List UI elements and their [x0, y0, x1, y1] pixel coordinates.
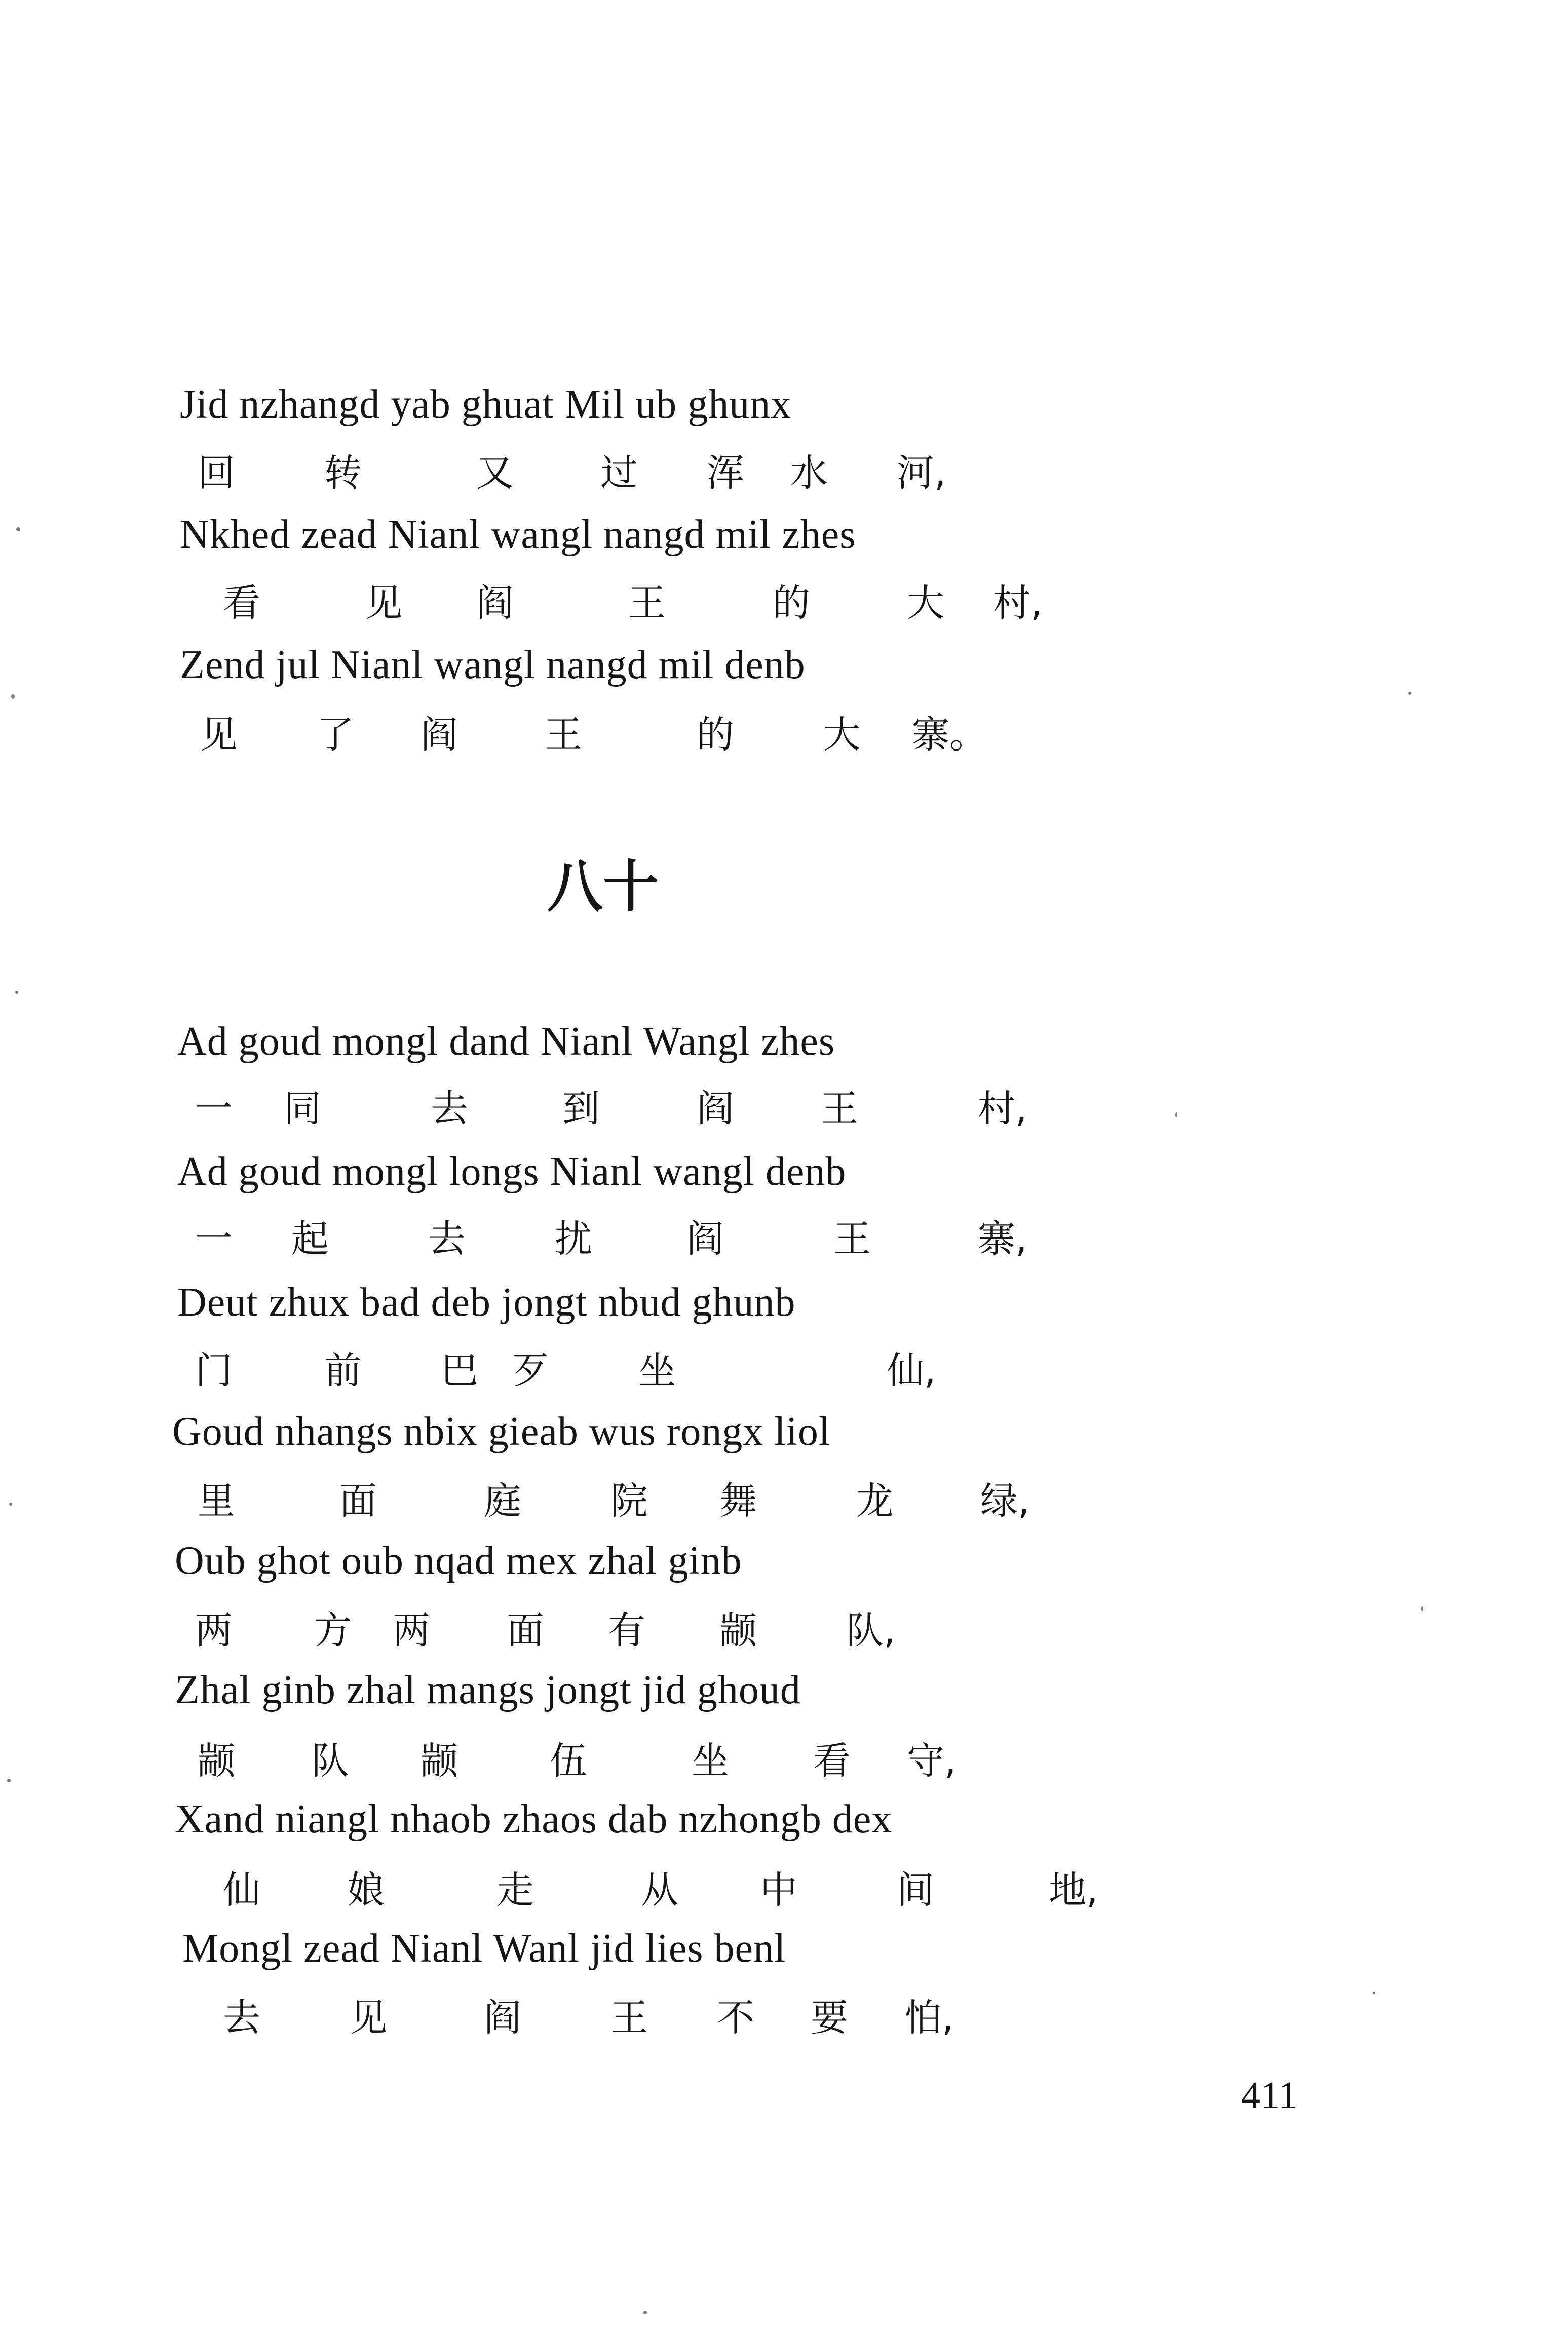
chinese-char: 见	[350, 1996, 387, 2040]
chinese-char: 过	[600, 451, 638, 495]
chinese-char: 庭	[484, 1479, 521, 1523]
page-number: 411	[1241, 2074, 1298, 2117]
chinese-char: 坐	[692, 1739, 729, 1783]
chinese-char: 转	[324, 451, 362, 495]
chinese-char: 同	[284, 1087, 321, 1131]
chinese-char: 有	[608, 1609, 645, 1653]
chinese-char: 面	[339, 1479, 377, 1523]
chinese-char: 间	[897, 1868, 934, 1912]
chinese-char: 看	[223, 581, 260, 625]
chinese-char: 河,	[897, 451, 946, 495]
chinese-char: 王	[833, 1217, 871, 1261]
chinese-char: 去	[428, 1217, 466, 1261]
chinese-char: 阎	[476, 581, 514, 625]
chinese-char: 大	[907, 581, 944, 625]
chinese-char: 里	[198, 1479, 235, 1523]
scan-speck	[11, 694, 15, 699]
chinese-char: 方	[314, 1609, 352, 1653]
verse-line-chinese	[0, 1993, 1013, 2043]
verse-line-latin: Zend jul Nianl wangl nangd mil denb	[180, 643, 806, 687]
chinese-char: 王	[821, 1087, 858, 1131]
chinese-char: 寨。	[912, 713, 987, 757]
chinese-char: 仙,	[887, 1349, 936, 1393]
chinese-char: 阎	[420, 713, 458, 757]
scan-speck	[1373, 1992, 1375, 1994]
chinese-char: 扰	[555, 1217, 592, 1261]
chinese-char: 巴	[441, 1349, 478, 1393]
chinese-char: 守,	[907, 1739, 957, 1783]
chinese-char: 两	[195, 1609, 233, 1653]
chinese-char: 一	[195, 1087, 233, 1131]
chinese-char: 娘	[347, 1868, 385, 1912]
chinese-char: 的	[697, 713, 734, 757]
section-heading: 八十	[547, 854, 659, 919]
scan-speck	[1421, 1606, 1423, 1611]
verse-line-latin: Jid nzhangd yab ghuat Mil ub ghunx	[180, 382, 792, 427]
chinese-char: 舞	[719, 1479, 757, 1523]
chinese-char: 寨,	[978, 1217, 1027, 1261]
chinese-char: 见	[200, 713, 238, 757]
chinese-char: 浑	[707, 451, 744, 495]
scan-speck	[9, 1503, 12, 1506]
scan-speck	[1408, 692, 1411, 695]
verse-line-latin: Oub ghot oub nqad mex zhal ginb	[175, 1539, 742, 1583]
scan-speck	[7, 1779, 11, 1782]
chinese-char: 大	[823, 713, 861, 757]
scan-speck	[16, 527, 20, 531]
verse-line-latin: Xand niangl nhaob zhaos dab nzhongb dex	[175, 1797, 893, 1842]
verse-line-chinese	[0, 1476, 1030, 1526]
chinese-char: 去	[223, 1996, 260, 2040]
chinese-char: 阎	[484, 1996, 521, 2040]
chinese-char: 走	[496, 1868, 534, 1912]
chinese-char: 村,	[978, 1087, 1027, 1131]
chinese-char: 伍	[550, 1739, 587, 1783]
verse-line-chinese	[0, 1605, 1013, 1656]
chinese-char: 仙	[223, 1868, 260, 1912]
verse-line-latin: Mongl zead Nianl Wanl jid lies benl	[182, 1926, 786, 1971]
chinese-char: 队,	[846, 1609, 896, 1653]
scan-speck	[1175, 1112, 1177, 1117]
chinese-char: 龙	[856, 1479, 894, 1523]
verse-line-chinese	[0, 709, 1013, 760]
verse-line-latin: Nkhed zead Nianl wangl nangd mil zhes	[180, 512, 856, 557]
verse-line-chinese	[0, 1865, 1098, 1916]
chinese-char: 了	[317, 713, 354, 757]
verse-line-latin: Ad goud mongl longs Nianl wangl denb	[177, 1149, 847, 1194]
chinese-char: 颛	[719, 1609, 757, 1653]
chinese-char: 歹	[512, 1349, 549, 1393]
verse-line-latin: Goud nhangs nbix gieab wus rongx liol	[172, 1409, 831, 1454]
chinese-char: 去	[431, 1087, 468, 1131]
chinese-char: 队	[312, 1739, 349, 1783]
chinese-char: 从	[641, 1868, 678, 1912]
chinese-char: 门	[195, 1349, 233, 1393]
chinese-char: 看	[813, 1739, 851, 1783]
chinese-char: 不	[717, 1996, 754, 2040]
chinese-char: 又	[476, 451, 514, 495]
verse-line-chinese	[0, 1214, 1027, 1264]
chinese-char: 王	[628, 581, 666, 625]
chinese-char: 前	[324, 1349, 362, 1393]
chinese-char: 颛	[420, 1739, 458, 1783]
chinese-char: 起	[291, 1217, 329, 1261]
verse-line-chinese	[0, 1736, 1013, 1786]
chinese-char: 王	[545, 713, 582, 757]
chinese-char: 阎	[697, 1087, 734, 1131]
chinese-char: 到	[562, 1087, 600, 1131]
chinese-char: 颛	[198, 1739, 235, 1783]
chinese-char: 面	[507, 1609, 544, 1653]
verse-line-chinese	[0, 447, 1013, 498]
verse-line-chinese	[0, 1083, 1027, 1134]
chinese-char: 绿,	[980, 1479, 1030, 1523]
chinese-char: 王	[610, 1996, 648, 2040]
chinese-char: 村,	[993, 581, 1043, 625]
chinese-char: 回	[198, 451, 235, 495]
verse-line-latin: Deut zhux bad deb jongt nbud ghunb	[177, 1280, 796, 1325]
scan-speck	[15, 991, 18, 994]
verse-line-latin: Ad goud mongl dand Nianl Wangl zhes	[177, 1019, 835, 1064]
chinese-char: 两	[393, 1609, 430, 1653]
chinese-char: 一	[195, 1217, 233, 1261]
chinese-char: 见	[365, 581, 402, 625]
chinese-char: 的	[773, 581, 810, 625]
chinese-char: 阎	[686, 1217, 724, 1261]
chinese-char: 水	[790, 451, 828, 495]
chinese-char: 坐	[638, 1349, 676, 1393]
chinese-char: 地,	[1049, 1868, 1098, 1912]
verse-line-chinese	[0, 578, 1043, 628]
verse-line-latin: Zhal ginb zhal mangs jongt jid ghoud	[175, 1668, 801, 1712]
verse-line-chinese	[0, 1345, 1013, 1396]
chinese-char: 要	[811, 1996, 848, 2040]
chinese-char: 怕,	[904, 1996, 954, 2040]
chinese-char: 中	[760, 1868, 797, 1912]
chinese-char: 院	[610, 1479, 648, 1523]
scan-speck	[643, 2311, 647, 2314]
